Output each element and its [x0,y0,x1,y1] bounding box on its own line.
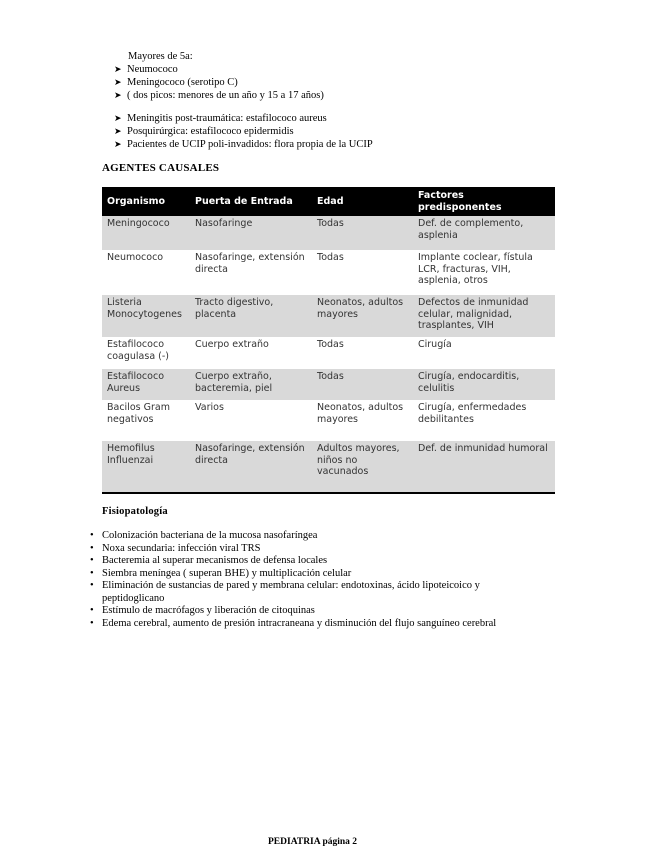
table-cell: Todas [312,369,413,400]
list-item: ➤ Neumococo [114,64,178,75]
agents-heading: AGENTES CAUSALES [102,162,220,174]
arrow-bullet-icon: ➤ [114,64,122,74]
table-cell: Hemofilus Influenzai [102,441,190,493]
list-item: • Noxa secundaria: infección viral TRS [90,542,261,554]
bullet-icon: • [90,542,94,554]
table-cell: Neonatos, adultos mayores [317,402,404,425]
table-cell: Tracto digestivo, placenta [190,295,312,337]
table-header-row [102,187,555,216]
list-item: • Eliminación de sustancias de pared y membrana celular: endotoxinas, ácido lipoteicoico y peptidoglicano [90,580,480,604]
bullet-icon: • [90,580,94,591]
table-cell: Neonatos, adultos mayores [312,295,413,337]
list-item: ➤ Meningococo (serotipo C) [114,77,238,88]
table-cell: Cirugía, endocarditis, celulitis [413,369,555,400]
list-item: • Colonización bacteriana de la mucosa nasofaríngea [90,530,318,541]
table-cell: Cirugía, enfermedades debilitantes [418,402,527,425]
column-header-factores: Factores predisponentes [413,187,555,216]
list-item: ➤ Posquirúrgica: estafilococo epidermidis [114,126,294,137]
bullet-icon: • [90,530,94,541]
arrow-bullet-icon: ➤ [114,77,122,87]
column-header-organismo: Organismo [102,187,190,216]
fisio-list [88,530,518,630]
table-cell: Meningococo [102,216,190,250]
arrow-bullet-icon: ➤ [114,126,122,136]
table-cell: Def. de inmunidad humoral [413,441,555,493]
arrow-bullet-icon: ➤ [114,90,122,100]
table-cell: Bacilos Gram negativos [107,402,170,425]
table-row [102,441,555,493]
table-row [102,250,555,295]
table-cell: Implante coclear, fístula LCR, fracturas, VIH, asplenia, otros [418,252,533,286]
table-cell: Nasofaringe [190,216,312,250]
table-row [102,400,555,441]
list-item: • Bacteremia al superar mecanismos de defensa locales [90,555,328,566]
list-item: • Edema cerebral, aumento de presión intracraneana y disminución del flujo sanguíneo cerebral [90,617,497,629]
table-cell: Cuerpo extraño [195,339,269,350]
column-header-edad: Edad [312,187,413,216]
table-cell: Todas [317,252,344,263]
table-cell: Varios [195,402,224,413]
table-cell: Cuerpo extraño, bacteremia, piel [190,369,312,400]
table-cell: Adultos mayores, niños no vacunados [312,441,413,493]
special-list [114,112,554,151]
table-cell: Todas [317,339,344,350]
list-item: ➤ ( dos picos: menores de un año y 15 a 17 años) [114,90,324,101]
table-cell: Estafilococo Aureus [102,369,190,400]
table-row [102,295,555,337]
table-cell: Nasofaringe, extensión directa [190,441,312,493]
fisio-heading: Fisiopatología [102,506,168,517]
bullet-icon: • [90,567,94,579]
table-row [102,337,555,369]
table-cell: Listeria Monocytogenes [102,295,190,337]
table-row [102,216,555,250]
arrow-bullet-icon: ➤ [114,113,122,123]
intro-list [114,63,534,102]
bullet-icon: • [90,555,94,566]
table-cell: Nasofaringe, extensión directa [195,252,305,275]
table-cell: Def. de complemento, asplenia [413,216,555,250]
list-item: ➤ Meningitis post-traumática: estafilococo aureus [114,113,327,124]
table-row [102,369,555,400]
agents-table [102,187,555,494]
bullet-icon: • [90,605,94,616]
table-cell: Todas [312,216,413,250]
table-cell: Cirugía [418,339,452,350]
list-item: ➤ Pacientes de UCIP poli-invadidos: flora propia de la UCIP [114,139,373,150]
column-header-puerta: Puerta de Entrada [190,187,312,216]
table-cell: Defectos de inmunidad celular, malignidad, trasplantes, VIH [413,295,555,337]
arrow-bullet-icon: ➤ [114,139,122,149]
page-footer: PEDIATRIA página 2 [268,837,358,847]
list-item: • Estímulo de macrófagos y liberación de citoquinas [90,605,315,616]
bullet-icon: • [90,617,94,629]
table-cell: Neumococo [107,252,164,263]
intro-mayores-label: Mayores de 5a: [128,51,193,62]
table-cell: Estafilococo coagulasa (-) [107,339,170,362]
list-item: • Siembra meníngea ( superan BHE) y multiplicación celular [90,567,352,579]
